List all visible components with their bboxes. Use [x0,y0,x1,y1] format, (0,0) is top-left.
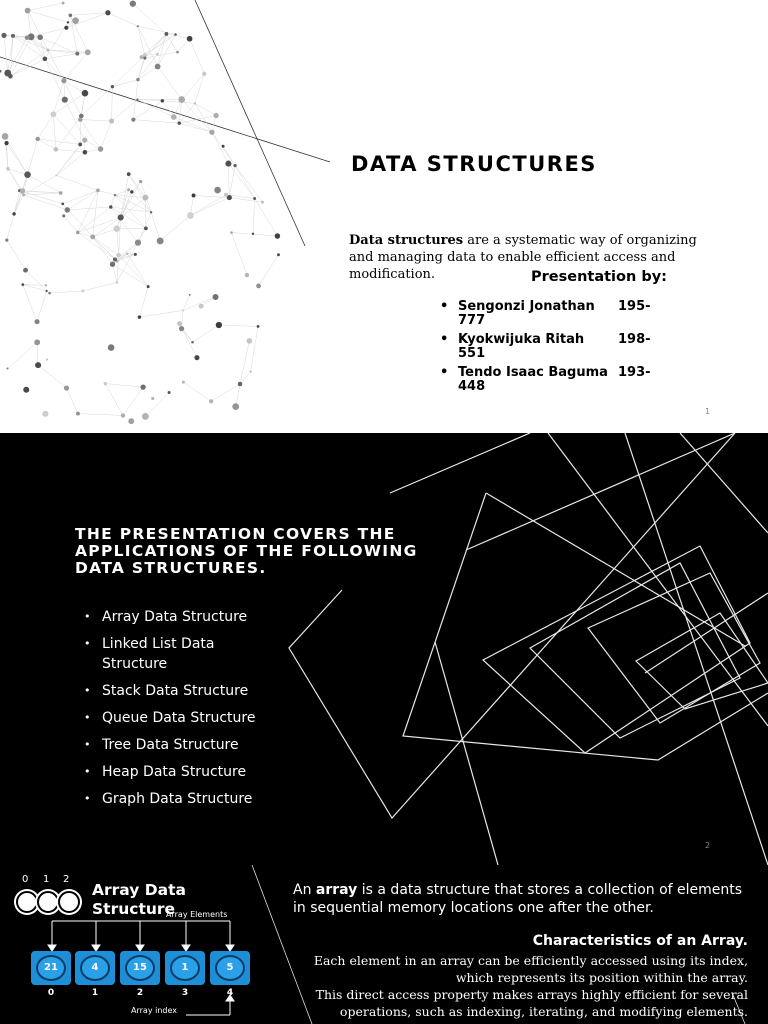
list-item [84,762,284,782]
array-index: 1 [91,988,99,998]
list-item [84,708,284,728]
presentation-by-label: Presentation by: [531,269,667,285]
array-index: 2 [136,988,144,998]
member-name: Kyokwijuka Ritah [458,332,585,347]
bullet-icon: • [440,299,449,314]
array-icon-index: 1 [43,874,50,885]
definition-body: are a systematic way of organizing and managing data to enable efficient access and modification. [349,233,697,282]
characteristics-heading: Characteristics of an Array. [532,933,748,949]
bullet-icon: • [84,738,91,751]
array-index: 3 [181,988,189,998]
list-item [84,789,284,809]
slide-title: DATA STRUCTURES [351,152,597,176]
member-id: 193-448 [458,365,651,394]
slide-2 [0,433,768,865]
array-cell [210,951,250,985]
definition-prefix: An [293,882,316,898]
definition-term: Data structures [349,233,464,248]
member-list [440,300,670,399]
list-item [440,300,670,328]
list-item-label: Heap Data Structure [102,764,247,780]
characteristic-paragraph: This direct access property makes arrays highly efficient for several operations, such as indexing, iterating, and modifying elements. [315,987,748,1019]
bullet-icon: • [84,792,91,805]
page-number: 2 [705,841,711,850]
array-cell-value: 1 [170,955,200,981]
bullet-icon: • [84,637,91,650]
list-item-label: Tree Data Structure [102,737,239,753]
member-name: Tendo Isaac Baguma [458,365,608,380]
definition-term: array [315,882,358,898]
array-index: 4 [226,988,234,998]
list-item-label: Graph Data Structure [102,791,253,807]
array-cell-value: 15 [125,955,155,981]
list-item [84,634,284,674]
bullet-icon: • [84,610,91,623]
structure-list [84,607,284,816]
array-cell [31,951,71,985]
array-cell-value: 5 [215,955,245,981]
member-id: 198-551 [458,332,651,361]
definition-body: is a data structure that stores a collection of elements in sequential memory locations one after the other. [293,882,743,916]
array-icon-index: 2 [63,874,70,885]
array-definition [293,881,753,917]
array-icon-index: 0 [22,874,29,885]
slide-3 [0,865,768,1024]
array-index: 0 [47,988,55,998]
member-name: Sengonzi Jonathan [458,299,595,314]
bullet-icon: • [440,365,449,380]
list-item [84,681,284,701]
array-cell [165,951,205,985]
list-item-label: Queue Data Structure [102,710,256,726]
bullet-icon: • [84,765,91,778]
array-cell-value: 21 [36,955,66,981]
page-number: 1 [705,407,711,416]
member-id: 195-777 [458,299,651,328]
list-item [84,735,284,755]
bullet-icon: • [84,684,91,697]
array-index-label: Array index [131,1006,177,1015]
list-item [440,333,670,361]
list-item-label: Stack Data Structure [102,683,249,699]
list-item-label: Array Data Structure [102,609,248,625]
list-item [440,366,670,394]
characteristic-paragraph: Each element in an array can be efficiently accessed using its index, which represents its position within the array. [313,953,748,985]
characteristics-text [300,952,748,1020]
array-diagram-connectors [0,865,300,1024]
bullet-icon: • [84,711,91,724]
slide-1 [0,0,768,433]
slide-title: Array Data Structure [92,881,186,918]
array-cell [75,951,115,985]
array-elements-label: Array Elements [166,910,228,919]
list-item [84,607,284,627]
list-item-label: Linked List Data Structure [102,636,215,672]
array-cell-value: 4 [80,955,110,981]
slide-heading: THE PRESENTATION COVERS THE APPLICATIONS OF THE FOLLOWING DATA STRUCTURES. [75,525,418,577]
bullet-icon: • [440,332,449,347]
array-cell [120,951,160,985]
